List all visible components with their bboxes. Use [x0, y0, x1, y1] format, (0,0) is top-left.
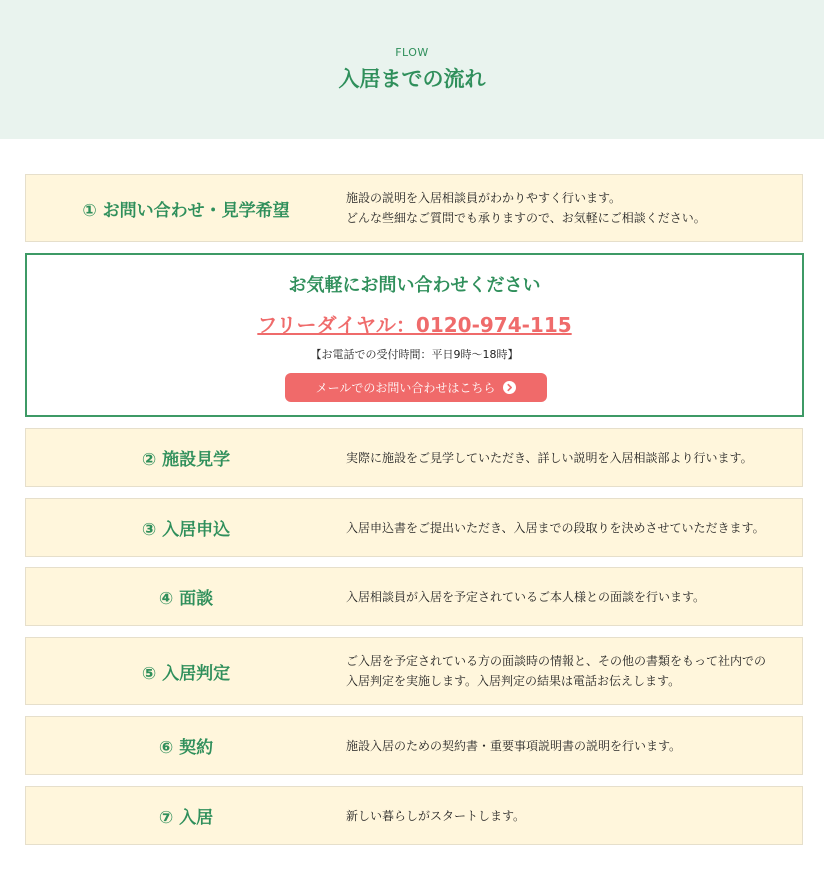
step-description-line: どんな些細なご質問でも承りますので、お気軽にご相談ください。 — [346, 211, 706, 225]
phone-link[interactable]: フリーダイヤル：0120-974-115 — [257, 313, 572, 337]
step-title: ⑤ 入居判定 — [141, 663, 231, 684]
flow-step-judgement — [25, 637, 803, 705]
step-description — [346, 499, 791, 556]
mail-button-label: メールでのお問い合わせはこちら — [315, 381, 496, 395]
page-header — [0, 0, 824, 139]
step-description — [346, 175, 791, 241]
step-description-line: 施設入居のための契約書・重要事項説明書の説明を行います。 — [346, 738, 682, 753]
flow-step-inquiry — [25, 174, 803, 242]
phone-hours: 【お電話での受付時間：平日9時〜18時】 — [310, 348, 519, 361]
step-description-line: 入居判定を実施します。入居判定の結果は電話お伝えします。 — [346, 674, 681, 688]
step-title: ② 施設見学 — [141, 450, 231, 470]
step-description-line: 入居申込書をご提出いただき、入居までの段取りを決めさせていただきます。 — [346, 520, 765, 535]
step-description-line: ご入居を予定されている方の面談時の情報と、その他の書類をもって社内での — [346, 654, 767, 668]
flow-step-interview — [25, 567, 803, 626]
step-description-line: 新しい暮らしがスタートします。 — [346, 808, 526, 823]
step-title: ③ 入居申込 — [141, 520, 231, 540]
flow-step-tour — [25, 428, 803, 487]
flow-step-move-in — [25, 786, 803, 845]
step-description-line: 入居相談員が入居を予定されているご本人様との面談を行います。 — [346, 589, 706, 604]
flow-step-application — [25, 498, 803, 557]
step-title: ⑦ 入居 — [158, 808, 214, 828]
step-description — [346, 568, 791, 625]
contact-heading: お気軽にお問い合わせください — [288, 275, 541, 296]
step-description-line: 施設の説明を入居相談員がわかりやすく行います。 — [346, 191, 622, 205]
step-title: ⑥ 契約 — [158, 738, 214, 758]
step-description — [346, 429, 791, 486]
section-eyebrow: FLOW — [395, 46, 429, 59]
mail-inquiry-button[interactable] — [285, 373, 547, 402]
step-title: ④ 面談 — [158, 589, 214, 609]
step-description — [346, 787, 791, 844]
arrow-circle-right-icon — [503, 381, 516, 394]
contact-box — [25, 253, 804, 417]
page-title: 入居までの流れ — [338, 67, 486, 91]
step-description — [346, 638, 791, 704]
step-title: ① お問い合わせ・見学希望 — [82, 200, 290, 221]
flow-step-contract — [25, 716, 803, 775]
step-description-line: 実際に施設をご見学していただき、詳しい説明を入居相談部より行います。 — [346, 450, 753, 465]
step-description — [346, 717, 791, 774]
